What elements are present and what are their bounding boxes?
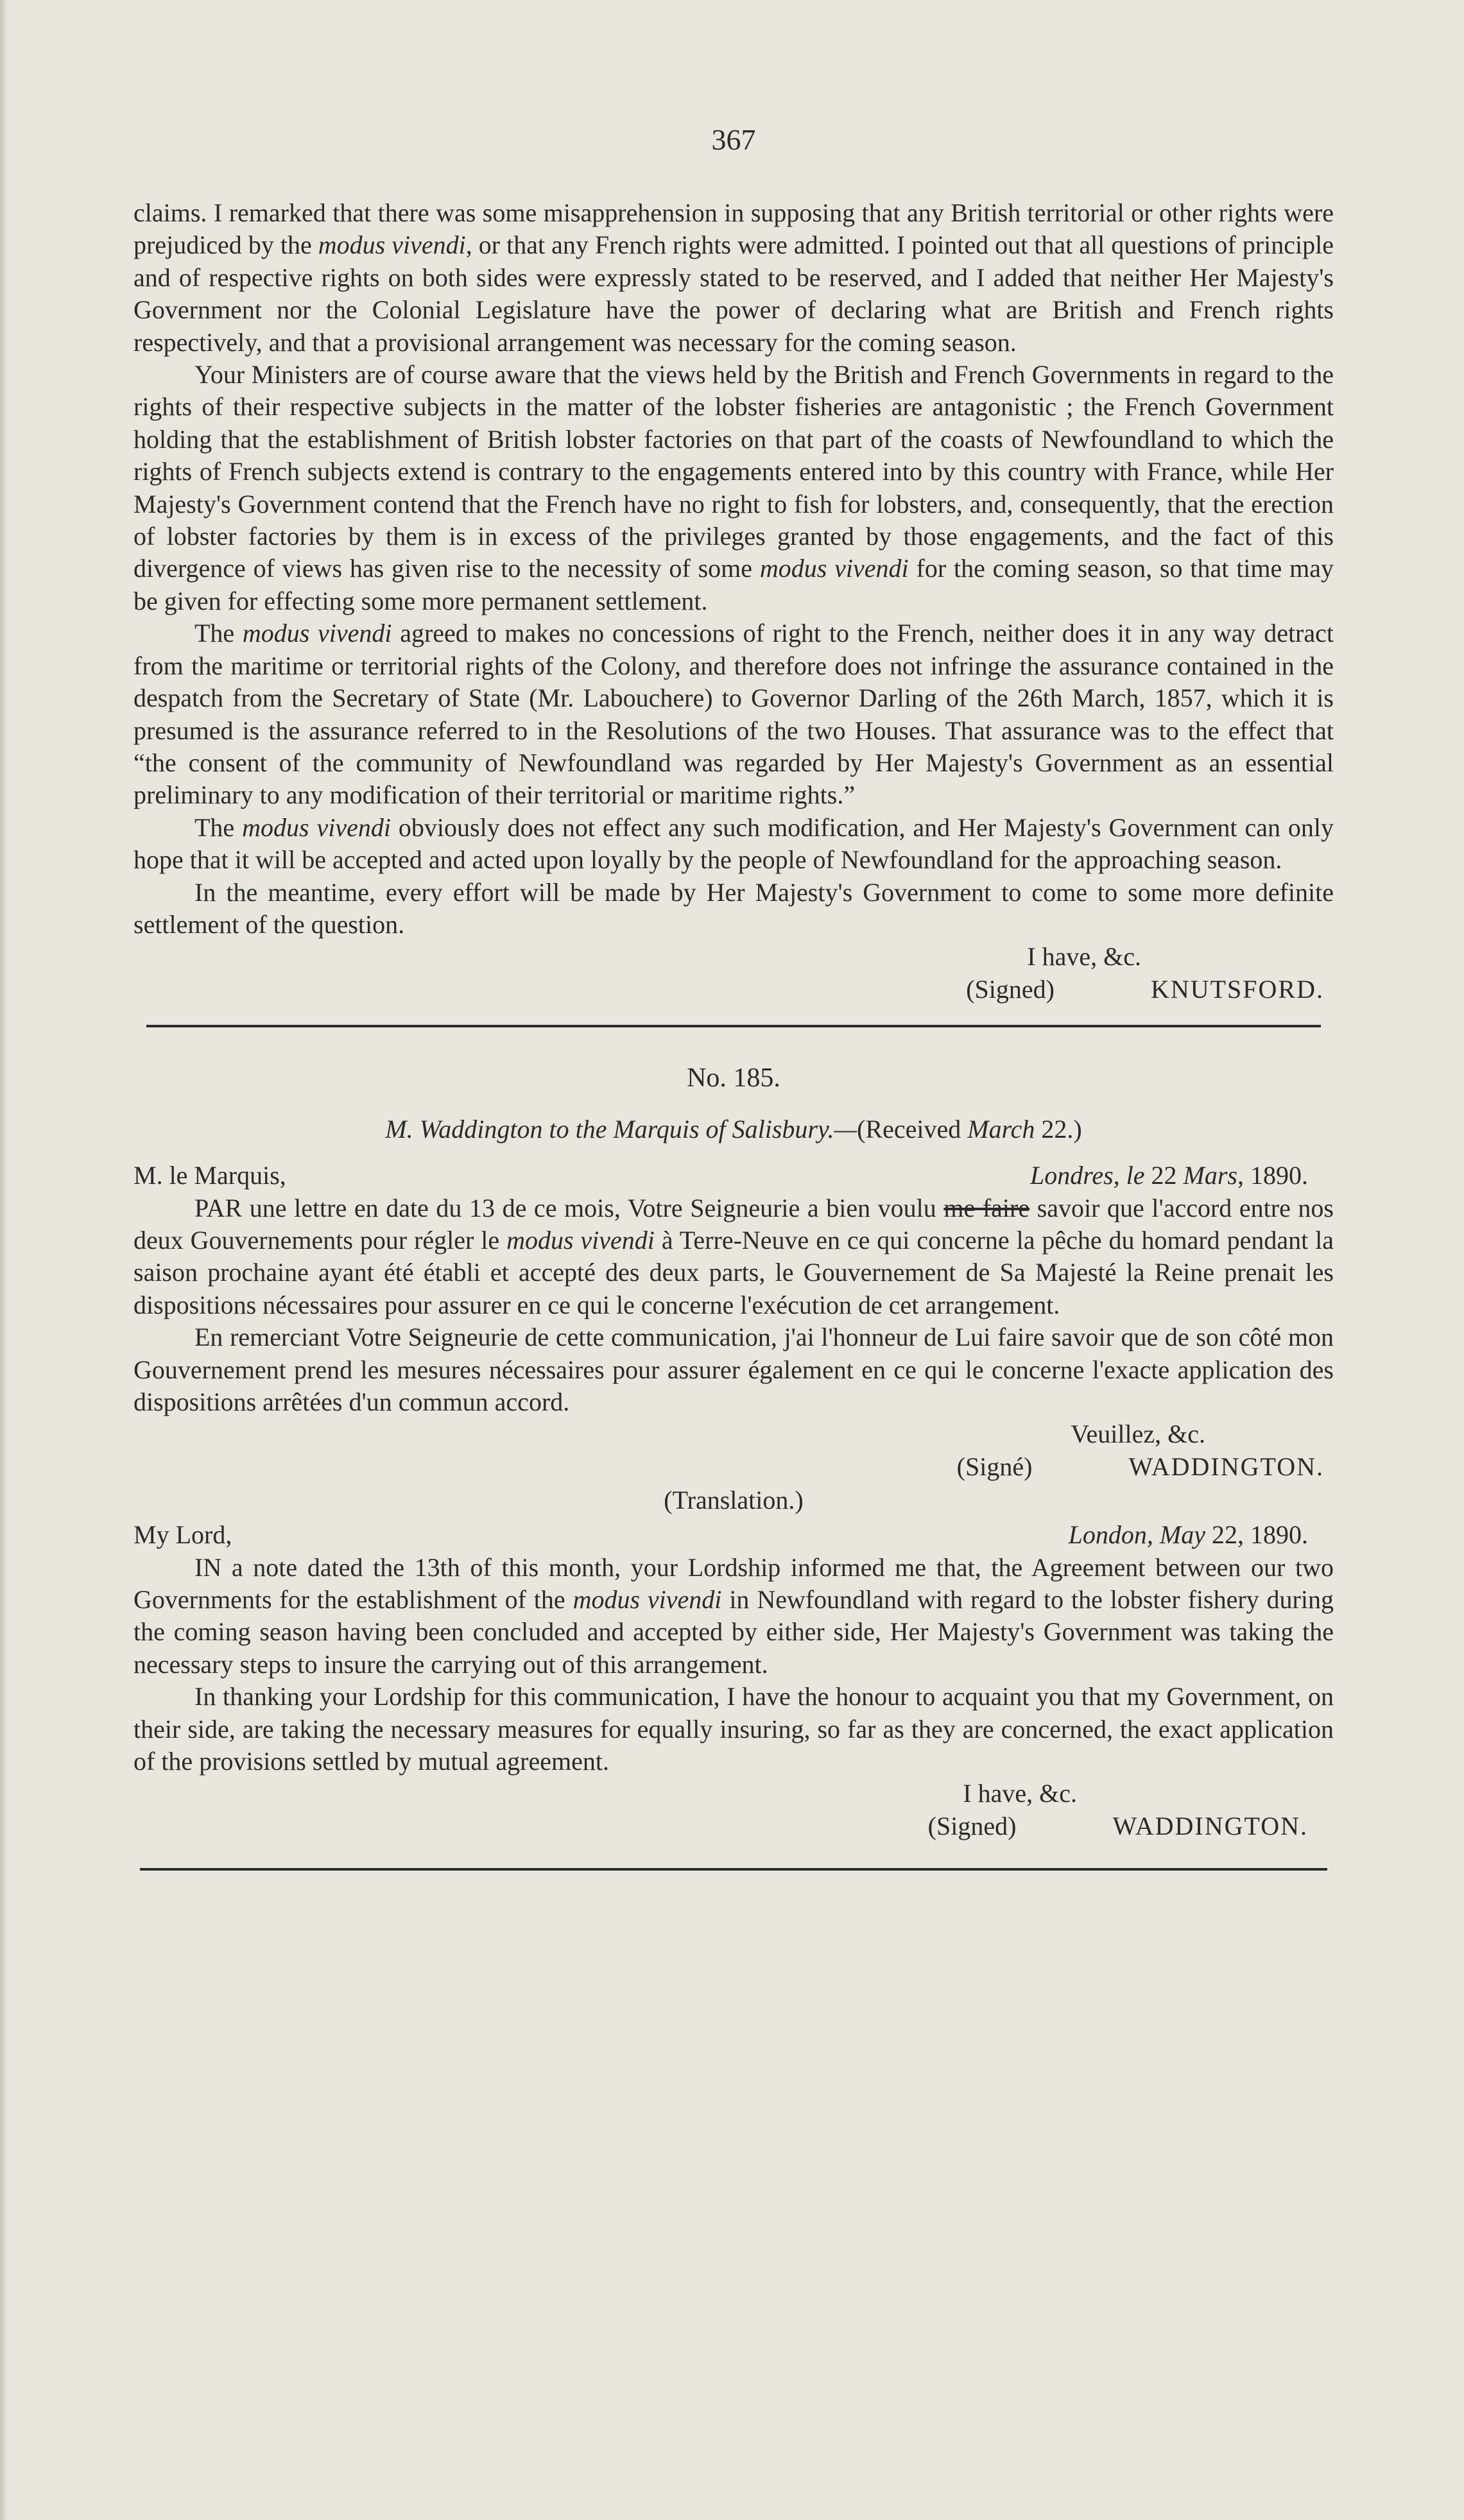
signatory-name: WADDINGTON. bbox=[1112, 1811, 1308, 1840]
signatory-name: WADDINGTON. bbox=[1128, 1452, 1324, 1481]
text-run: IN a note dated the 13th of this month, your Lordship informed me that, the Agreement between our two Governments for the establishment of the bbox=[133, 1552, 1334, 1615]
text-run: PAR une lettre en date du 13 de ce mois, Votre Seigneurie a bien voulu bbox=[194, 1193, 944, 1222]
paragraph bbox=[133, 812, 1334, 877]
letter-knutsford-body bbox=[133, 197, 1334, 941]
english-letter-body bbox=[133, 1552, 1334, 1778]
translation-label: (Translation.) bbox=[664, 1486, 804, 1515]
section-divider bbox=[140, 1868, 1327, 1871]
english-salutation-row bbox=[133, 1519, 1334, 1551]
paragraph bbox=[133, 1552, 1334, 1681]
text-run: obviously does not effect any such modification, and Her Majesty's Government can only hope that it will be accepted and acted upon loyally by the people of Newfoundland for the approaching season. bbox=[133, 812, 1334, 875]
document-heading bbox=[133, 1113, 1334, 1145]
text-run: for the coming season, so that time may be given for effecting some more permanent settlement. bbox=[133, 554, 1334, 615]
french-year: , 1890. bbox=[1237, 1161, 1308, 1190]
page-spine-shadow bbox=[0, 0, 8, 2520]
text-run: à Terre-Neuve en ce qui concerne la pêche du homard pendant la saison prochaine ayant été établi et accepté des deux parts, le Gouvernement de Sa Majesté la Reine prenait les dispositions nécessaires pour assurer en ce qui le concerne l'exécution de cet arrangement. bbox=[133, 1225, 1334, 1319]
french-salutation-row bbox=[133, 1160, 1334, 1192]
received-note bbox=[857, 1115, 1082, 1144]
paragraph bbox=[133, 359, 1334, 617]
italic-phrase: modus vivendi bbox=[759, 554, 909, 583]
text-run: me faire bbox=[943, 1193, 1030, 1222]
page-number: 367 bbox=[711, 123, 756, 156]
french-dateline bbox=[1030, 1160, 1308, 1192]
italic-phrase: modus vivendi bbox=[506, 1225, 655, 1255]
heading-title: M. Waddington to the Marquis of Salisbury.— bbox=[385, 1115, 857, 1144]
italic-phrase: modus vivendi bbox=[573, 1585, 722, 1615]
french-letter-body bbox=[133, 1192, 1334, 1419]
text-run: savoir que l'accord entre nos deux Gouvernements pour régler le bbox=[133, 1193, 1334, 1255]
text-run: Your Ministers are of course aware that the views held by the British and French Governments in regard to the rights of their respective subjects in the matter of the lobster fisheries are antagonistic ; the French Government holding that the establishment of British lobster factories on that part of the coasts of Newfoundland to which the rights of French subjects extend is contrary to the engagements entered into by this country with France, while Her Majesty's Government contend that the French have no right to fish for lobsters, and, consequently, that the erection of lobster factories by them is in excess of the privileges granted by those engagements, and the fact of this divergence of views has given rise to the necessity of some bbox=[133, 360, 1334, 583]
received-month: March bbox=[967, 1115, 1035, 1144]
received-open: (Received bbox=[857, 1115, 968, 1144]
signatory-name: KNUTSFORD. bbox=[1150, 974, 1324, 1004]
english-salutation: My Lord, bbox=[133, 1520, 232, 1550]
paragraph bbox=[133, 617, 1334, 811]
english-dateline bbox=[1069, 1519, 1308, 1551]
text-run: , or that any French rights were admitted. I pointed out that all questions of principle and of respective rights on both sides were expressly stated to be reserved, and I added that neither Her Majesty's Government nor the Colonial Legislature have the power of declaring what are British and French rights respectively, and that a provisional arrangement was necessary for the coming season. bbox=[133, 230, 1334, 357]
paragraph bbox=[133, 1321, 1334, 1418]
italic-phrase: modus vivendi bbox=[242, 619, 392, 648]
italic-phrase: modus vivendi bbox=[318, 230, 466, 260]
text-run: The bbox=[194, 619, 243, 648]
document-number: No. 185. bbox=[687, 1063, 780, 1093]
english-letter-closing bbox=[133, 1778, 1334, 1842]
closing-formula: Veuillez, &c. bbox=[1071, 1419, 1205, 1449]
text-run: The bbox=[194, 812, 243, 842]
document-page bbox=[133, 125, 1334, 1871]
french-place: Londres, le bbox=[1030, 1161, 1145, 1190]
paragraph bbox=[133, 877, 1334, 941]
french-letter-closing bbox=[133, 1418, 1334, 1483]
section-divider bbox=[146, 1025, 1321, 1027]
received-close: 22.) bbox=[1035, 1115, 1082, 1144]
french-day: 22 bbox=[1144, 1161, 1184, 1190]
english-date: 22, 1890. bbox=[1205, 1520, 1308, 1550]
closing-formula: I have, &c. bbox=[1027, 942, 1141, 972]
signed-label: (Signed) bbox=[927, 1811, 1017, 1840]
italic-phrase: modus vivendi bbox=[242, 812, 391, 842]
text-run: En remerciant Votre Seigneurie de cette communication, j'ai l'honneur de Lui faire savoir que de son côté mon Gouvernement prend les mesures nécessaires pour assurer également en ce qui le concerne l'exacte application des dispositions arrêtées d'un commun accord. bbox=[133, 1323, 1334, 1416]
text-run: In thanking your Lordship for this communication, I have the honour to acquaint you that my Government, on their side, are taking the necessary measures for equally insuring, so far as they are concerned, the exact application of the provisions settled by mutual agreement. bbox=[133, 1682, 1334, 1776]
text-run: agreed to makes no concessions of right to the French, neither does it in any way detract from the maritime or territorial rights of the Colony, and therefore does not infringe the assurance contained in the despatch from the Secretary of State (Mr. Labouchere) to Governor Darling of the 26th March, 1857, which it is presumed is the assurance referred to in the Resolutions of the two Houses. That assurance was to the effect that “the consent of the community of Newfoundland was regarded by Her Majesty's Government as an essential preliminary to any modification of their territorial or maritime rights.” bbox=[133, 619, 1334, 810]
closing-formula: I have, &c. bbox=[963, 1779, 1077, 1808]
text-run: claims. I remarked that there was some misapprehension in supposing that any British territorial or other rights were prejudiced by the bbox=[133, 198, 1334, 260]
text-run: in Newfoundland with regard to the lobster fishery during the coming season having been concluded and accepted by either side, Her Majesty's Government was taking the necessary steps to insure the carrying out of this arrangement. bbox=[133, 1585, 1334, 1679]
french-salutation: M. le Marquis, bbox=[133, 1161, 286, 1190]
signed-label: (Signé) bbox=[956, 1452, 1033, 1481]
letter-knutsford-closing bbox=[133, 941, 1334, 1006]
signed-label: (Signed) bbox=[966, 974, 1055, 1004]
paragraph bbox=[133, 197, 1334, 359]
paragraph bbox=[133, 1192, 1334, 1322]
english-place: London, May bbox=[1068, 1520, 1205, 1550]
paragraph bbox=[133, 1681, 1334, 1778]
french-month: Mars bbox=[1183, 1161, 1237, 1190]
text-run: In the meantime, every effort will be made by Her Majesty's Government to come to some more definite settlement of the question. bbox=[133, 877, 1334, 939]
